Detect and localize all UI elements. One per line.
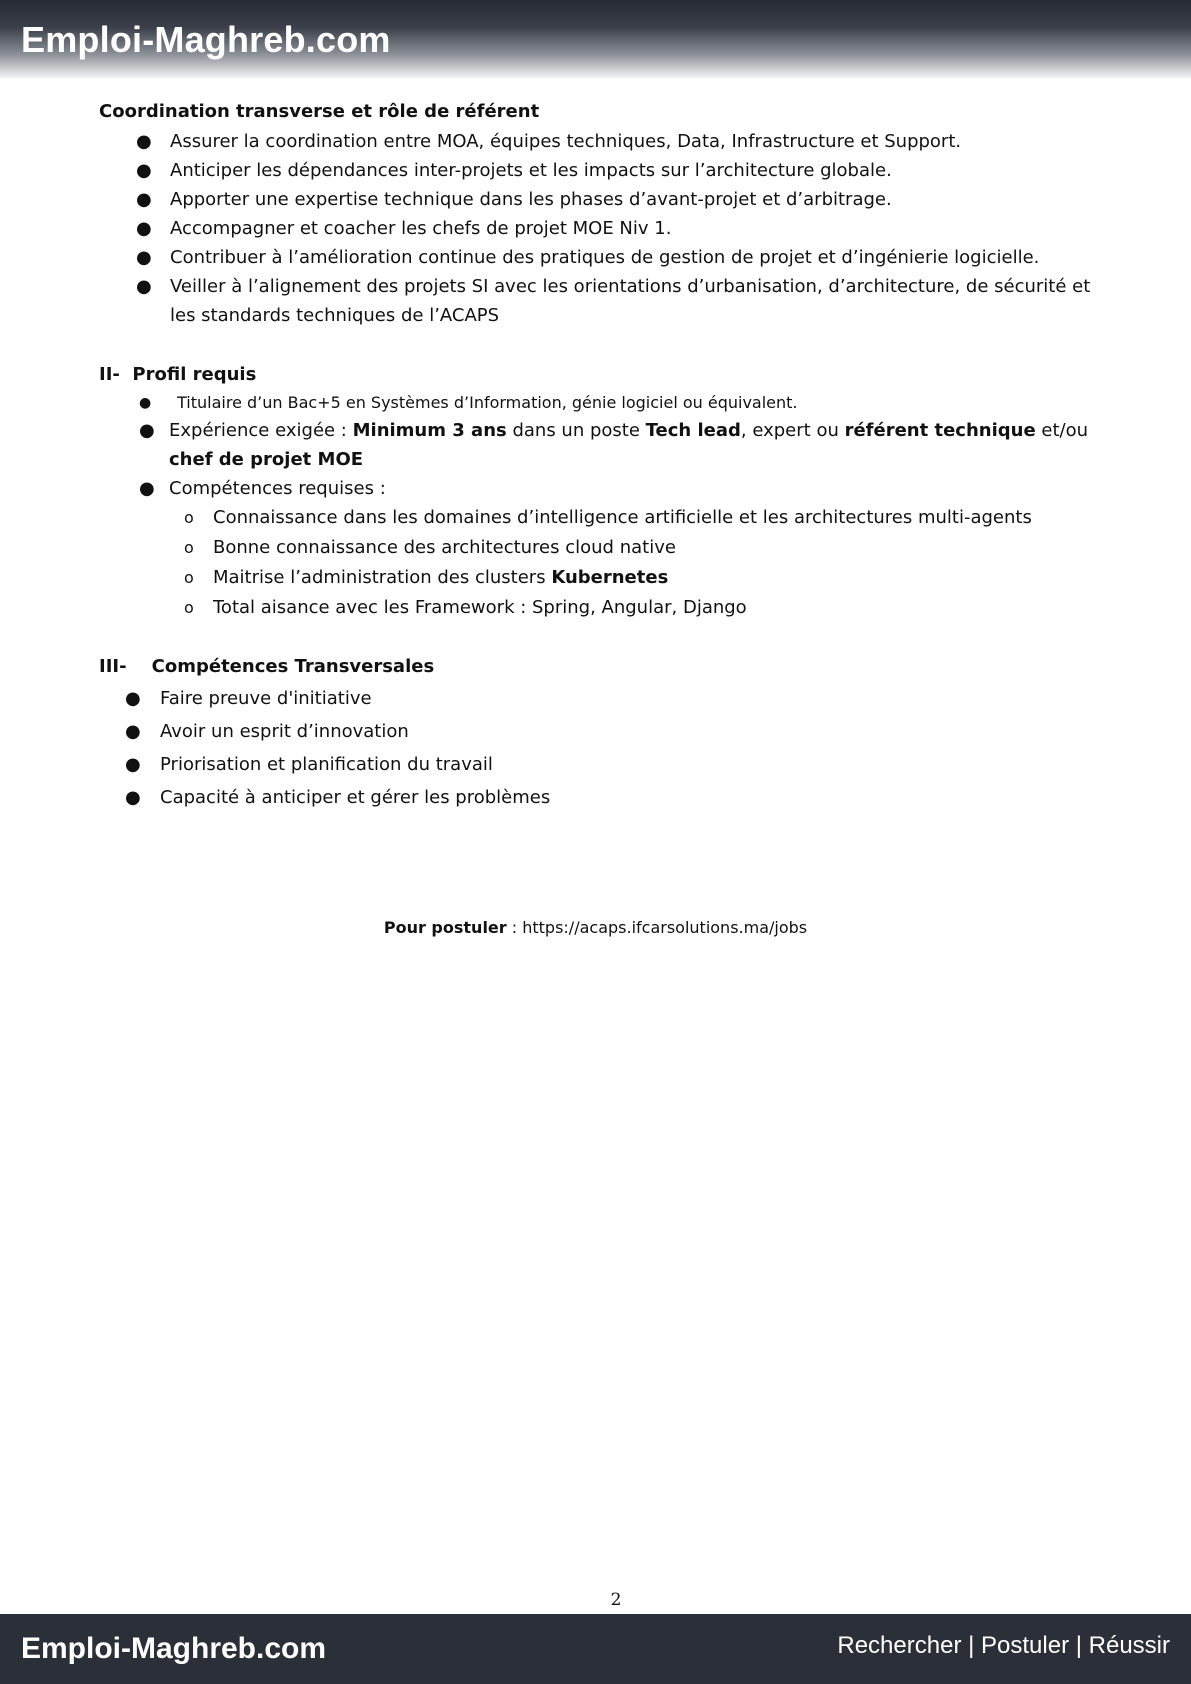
list-item: ● Anticiper les dépendances inter-projets et les impacts sur l’architecture globale. — [99, 156, 1121, 185]
transversales-list — [99, 682, 1121, 814]
top-banner — [0, 0, 1191, 78]
list-item: ● Contribuer à l’amélioration continue des pratiques de gestion de projet et d’ingénierie logicielle. — [99, 243, 1121, 272]
coordination-list — [99, 127, 1121, 330]
bullet-icon: ● — [125, 754, 141, 775]
bottom-banner — [0, 1614, 1191, 1684]
site-brand-footer[interactable]: Emploi-Maghreb.com — [21, 1632, 327, 1665]
bullet-icon: ● — [125, 688, 141, 709]
circle-bullet-icon: o — [184, 598, 194, 617]
nav-succeed-link[interactable]: Réussir — [1088, 1632, 1170, 1659]
bullet-icon: ● — [136, 131, 152, 152]
document-body — [99, 98, 1121, 814]
bullet-icon: ● — [136, 276, 152, 297]
section-title: Compétences Transversales — [151, 656, 435, 677]
list-item-competences: ● Compétences requises : — [99, 474, 1121, 503]
competences-sublist — [99, 503, 1121, 623]
list-item-diploma: ● Titulaire d’un Bac+5 en Systèmes d’Information, génie logiciel ou équivalent. — [99, 390, 1121, 416]
list-item: ● Priorisation et planification du travail — [99, 748, 1121, 781]
sub-list-item: o Bonne connaissance des architectures cloud native — [99, 533, 1121, 563]
bullet-icon: ● — [136, 160, 152, 181]
circle-bullet-icon: o — [184, 508, 194, 527]
bullet-icon: ● — [125, 787, 141, 808]
section-number: III- — [99, 656, 127, 677]
list-item: ● Faire preuve d'initiative — [99, 682, 1121, 715]
circle-bullet-icon: o — [184, 568, 194, 587]
bullet-icon: ● — [136, 247, 152, 268]
profil-heading — [99, 361, 1121, 388]
transversales-heading — [99, 653, 1121, 680]
bullet-icon: ● — [136, 218, 152, 239]
bullet-icon: ● — [125, 721, 141, 742]
list-item-experience: ● Expérience exigée : Minimum 3 ans dans un poste Tech lead, expert ou référent technique et/ou chef de projet MOE — [99, 416, 1121, 474]
list-item: ● Capacité à anticiper et gérer les problèmes — [99, 781, 1121, 814]
list-item: ● Veiller à l’alignement des projets SI avec les orientations d’urbanisation, d’architecture, de sécurité et les standards techniques de l’ACAPS — [99, 272, 1121, 330]
coordination-heading: Coordination transverse et rôle de référent — [99, 101, 540, 122]
profil-list — [99, 390, 1121, 503]
list-item: ● Apporter une expertise technique dans les phases d’avant-projet et d’arbitrage. — [99, 185, 1121, 214]
site-brand-header[interactable]: Emploi-Maghreb.com — [21, 19, 391, 60]
nav-apply-link[interactable]: Postuler — [981, 1632, 1070, 1659]
bullet-icon: ● — [139, 420, 155, 441]
bullet-icon: ● — [139, 395, 152, 411]
footer-nav — [837, 1634, 1170, 1658]
list-item: ● Assurer la coordination entre MOA, équipes techniques, Data, Infrastructure et Support. — [99, 127, 1121, 156]
circle-bullet-icon: o — [184, 538, 194, 557]
section-title: Profil requis — [132, 364, 257, 385]
nav-separator: | — [961, 1632, 982, 1659]
apply-separator: : — [506, 918, 523, 937]
sub-list-item: o Maitrise l’administration des clusters Kubernetes — [99, 563, 1121, 593]
section-number: II- — [99, 364, 120, 385]
list-item: ● Accompagner et coacher les chefs de projet MOE Niv 1. — [99, 214, 1121, 243]
sub-list-item: o Connaissance dans les domaines d’intelligence artificielle et les architectures multi-agents — [99, 503, 1121, 533]
page-number: 2 — [610, 1590, 622, 1610]
nav-separator: | — [1069, 1632, 1089, 1659]
nav-search-link[interactable]: Rechercher — [837, 1632, 962, 1659]
apply-label: Pour postuler — [383, 918, 507, 937]
bullet-icon: ● — [136, 189, 152, 210]
sub-list-item: o Total aisance avec les Framework : Spring, Angular, Django — [99, 593, 1121, 623]
list-item: ● Avoir un esprit d’innovation — [99, 715, 1121, 748]
bullet-icon: ● — [139, 478, 155, 499]
apply-link[interactable]: https://acaps.ifcarsolutions.ma/jobs — [522, 918, 808, 937]
apply-line — [0, 918, 1191, 937]
